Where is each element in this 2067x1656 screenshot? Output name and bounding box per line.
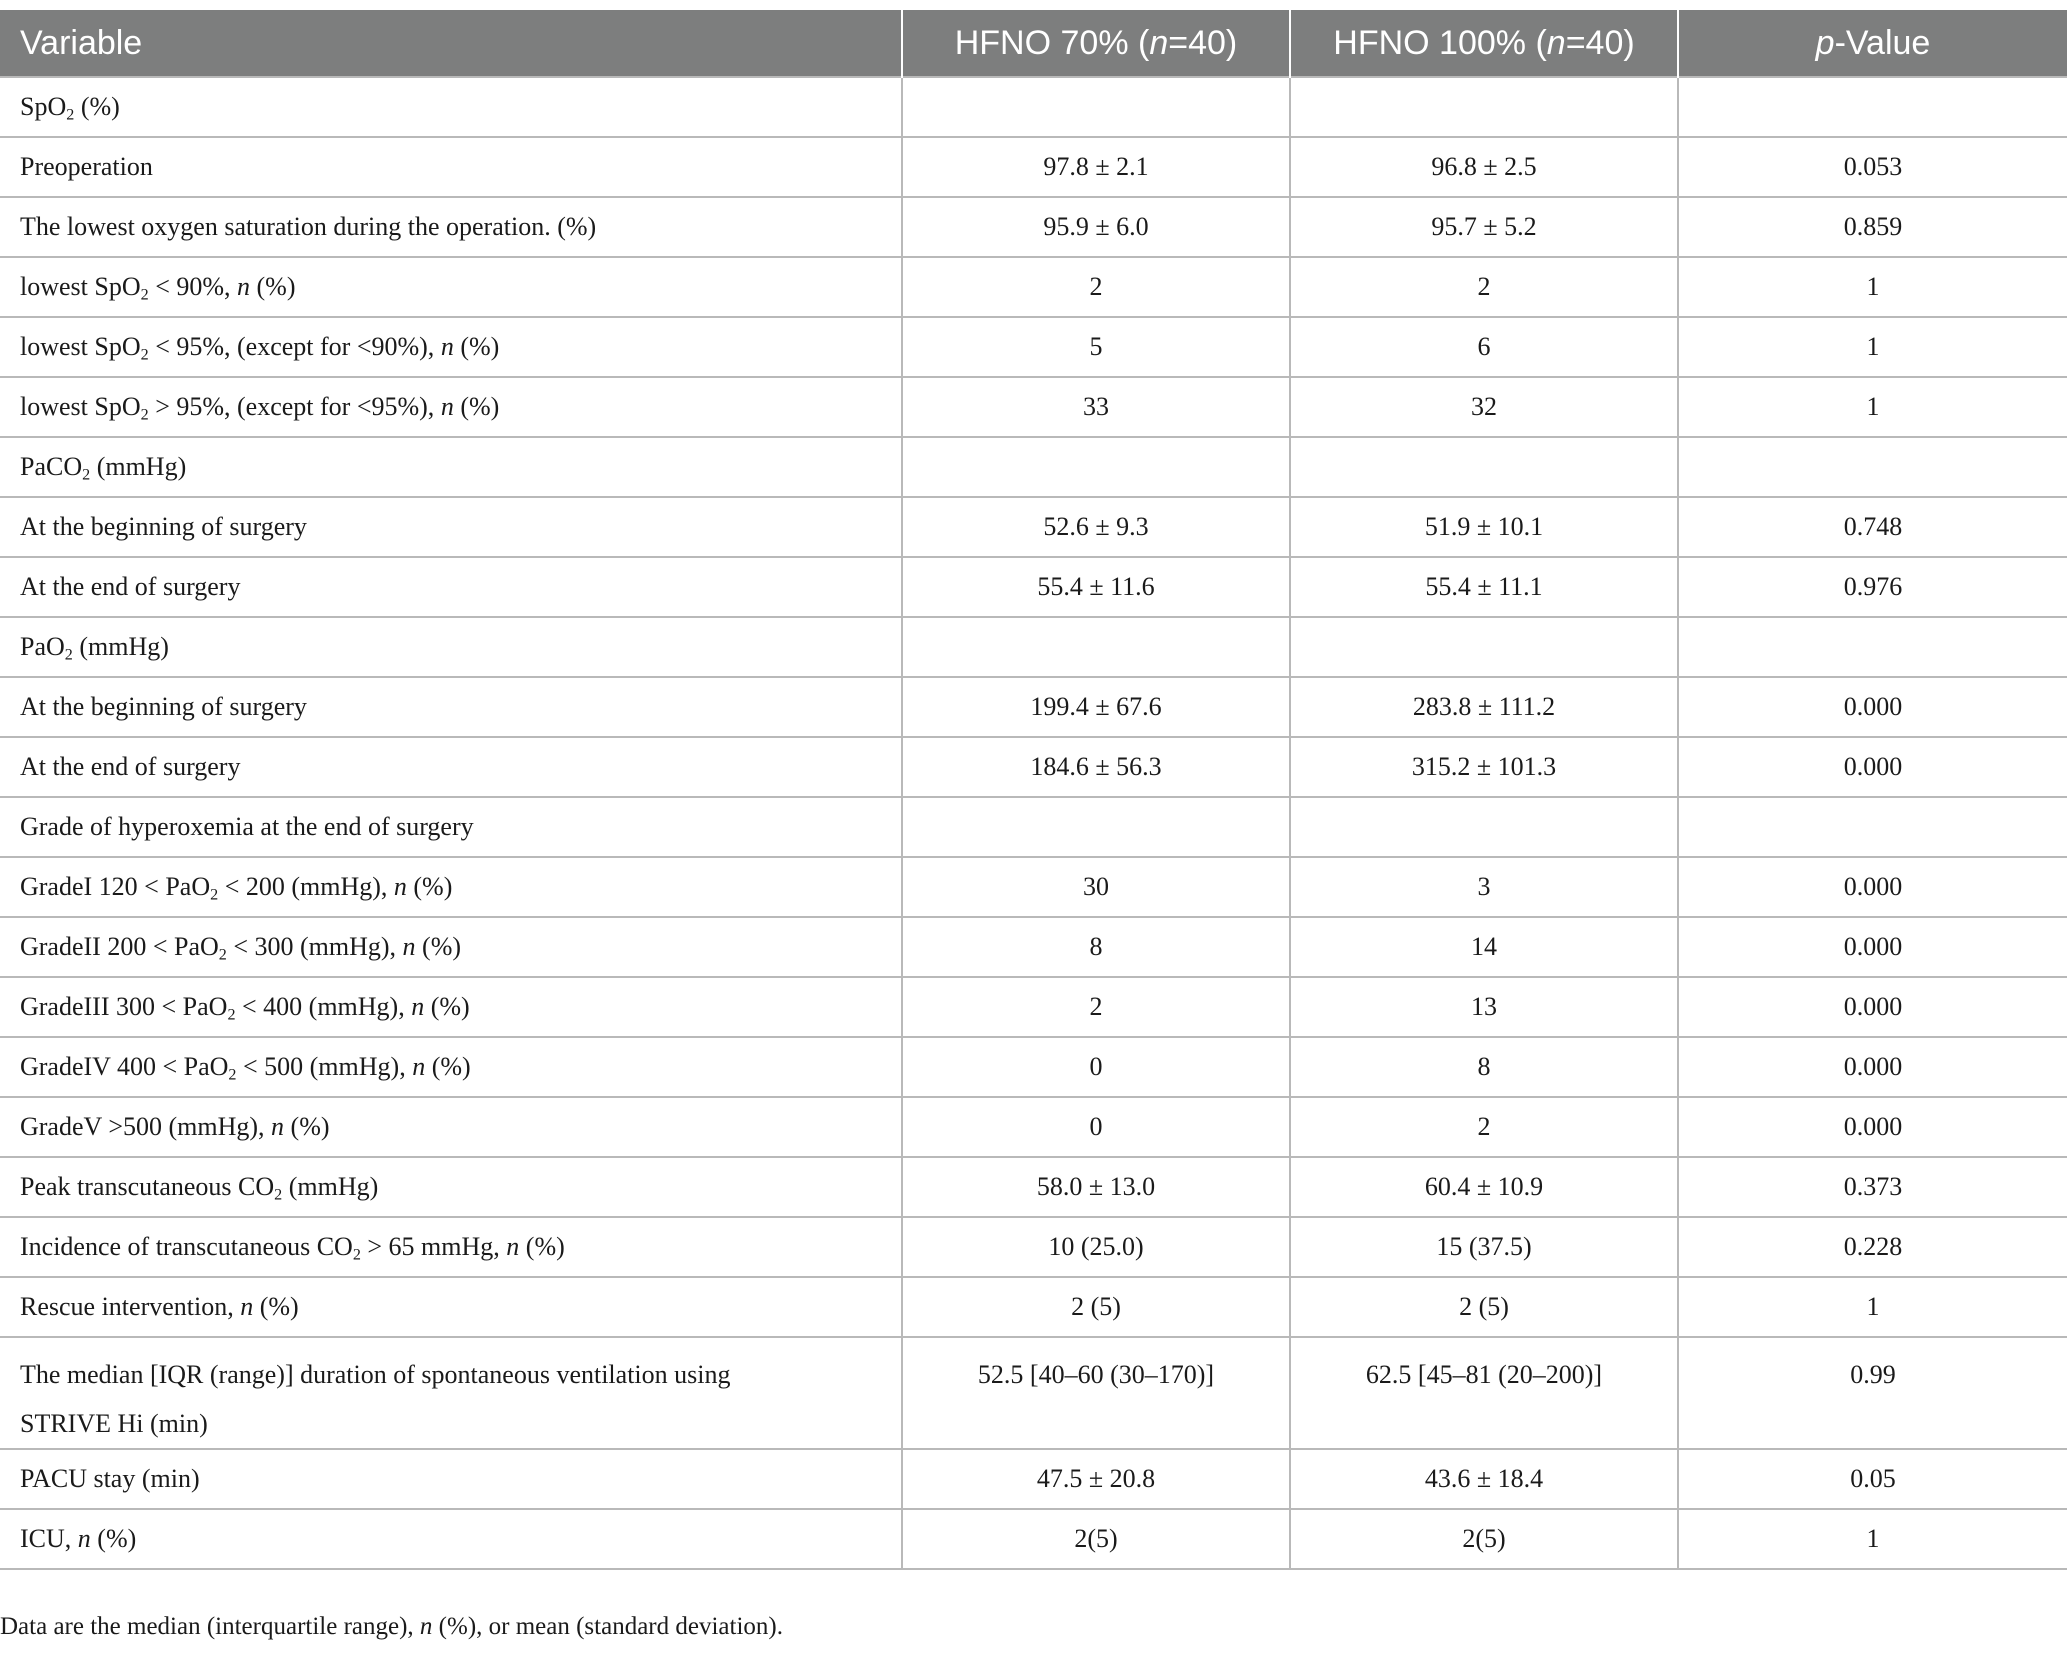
table-row bbox=[0, 737, 2067, 797]
table-row bbox=[0, 377, 2067, 437]
header-hfno-70: HFNO 70% (n=40) bbox=[902, 10, 1290, 77]
table-row bbox=[0, 497, 2067, 557]
value-hfno-70: 5 bbox=[902, 317, 1290, 377]
row-label: At the end of surgery bbox=[0, 557, 902, 617]
value-hfno-70: 52.6 ± 9.3 bbox=[902, 497, 1290, 557]
value-hfno-100: 2 (5) bbox=[1290, 1277, 1678, 1337]
value-hfno-70: 47.5 ± 20.8 bbox=[902, 1449, 1290, 1509]
value-hfno-100: 6 bbox=[1290, 317, 1678, 377]
value-hfno-70: 30 bbox=[902, 857, 1290, 917]
table-row bbox=[0, 137, 2067, 197]
p-value: 0.000 bbox=[1678, 677, 2067, 737]
value-hfno-70: 8 bbox=[902, 917, 1290, 977]
header-variable: Variable bbox=[0, 10, 902, 77]
table-row bbox=[0, 1037, 2067, 1097]
p-value: 0.99 bbox=[1678, 1337, 2067, 1449]
value-hfno-70: 0 bbox=[902, 1097, 1290, 1157]
p-value bbox=[1678, 617, 2067, 677]
p-value: 0.748 bbox=[1678, 497, 2067, 557]
row-label: At the end of surgery bbox=[0, 737, 902, 797]
row-label: GradeV >500 (mmHg), n (%) bbox=[0, 1097, 902, 1157]
p-value: 0.053 bbox=[1678, 137, 2067, 197]
row-label: SpO$_2$ (%) bbox=[0, 77, 902, 137]
header-p-value: p-Value bbox=[1678, 10, 2067, 77]
row-label: GradeIII 300 < PaO$_2$ < 400 (mmHg), n (%) bbox=[0, 977, 902, 1037]
table-row bbox=[0, 1217, 2067, 1277]
value-hfno-100: 51.9 ± 10.1 bbox=[1290, 497, 1678, 557]
row-label: Preoperation bbox=[0, 137, 902, 197]
p-value: 1 bbox=[1678, 317, 2067, 377]
value-hfno-70: 58.0 ± 13.0 bbox=[902, 1157, 1290, 1217]
p-value: 0.859 bbox=[1678, 197, 2067, 257]
value-hfno-70: 2 (5) bbox=[902, 1277, 1290, 1337]
p-value: 0.000 bbox=[1678, 917, 2067, 977]
row-label: lowest SpO$_2$ > 95%, (except for <95%), n (%) bbox=[0, 377, 902, 437]
table-footnote: Data are the median (interquartile range), n (%), or mean (standard deviation). bbox=[0, 1613, 783, 1640]
value-hfno-70: 55.4 ± 11.6 bbox=[902, 557, 1290, 617]
table-row bbox=[0, 677, 2067, 737]
value-hfno-100: 60.4 ± 10.9 bbox=[1290, 1157, 1678, 1217]
row-label: GradeIV 400 < PaO$_2$ < 500 (mmHg), n (%) bbox=[0, 1037, 902, 1097]
p-value: 1 bbox=[1678, 1509, 2067, 1569]
value-hfno-100 bbox=[1290, 617, 1678, 677]
value-hfno-100: 2 bbox=[1290, 1097, 1678, 1157]
row-label: PaCO$_2$ (mmHg) bbox=[0, 437, 902, 497]
row-label: ICU, n (%) bbox=[0, 1509, 902, 1569]
p-value: 0.000 bbox=[1678, 1097, 2067, 1157]
row-label: GradeI 120 < PaO$_2$ < 200 (mmHg), n (%) bbox=[0, 857, 902, 917]
value-hfno-70: 0 bbox=[902, 1037, 1290, 1097]
header-hfno-100: HFNO 100% (n=40) bbox=[1290, 10, 1678, 77]
value-hfno-70 bbox=[902, 797, 1290, 857]
table-row bbox=[0, 1337, 2067, 1449]
value-hfno-70 bbox=[902, 617, 1290, 677]
results-table-container bbox=[0, 10, 2067, 1570]
value-hfno-70: 2 bbox=[902, 257, 1290, 317]
table-row bbox=[0, 557, 2067, 617]
table-row bbox=[0, 797, 2067, 857]
p-value bbox=[1678, 437, 2067, 497]
row-label: Incidence of transcutaneous $CO_2 > 65$ mmHg, n (%) bbox=[0, 1217, 902, 1277]
p-value: 1 bbox=[1678, 257, 2067, 317]
table-row bbox=[0, 1449, 2067, 1509]
value-hfno-100: 32 bbox=[1290, 377, 1678, 437]
value-hfno-100: 96.8 ± 2.5 bbox=[1290, 137, 1678, 197]
value-hfno-100 bbox=[1290, 77, 1678, 137]
table-row bbox=[0, 197, 2067, 257]
table-row bbox=[0, 917, 2067, 977]
row-label: Rescue intervention, n (%) bbox=[0, 1277, 902, 1337]
row-label: lowest SpO$_2$ < 95%, (except for <90%), n (%) bbox=[0, 317, 902, 377]
p-value: 1 bbox=[1678, 1277, 2067, 1337]
p-value bbox=[1678, 77, 2067, 137]
value-hfno-70: 33 bbox=[902, 377, 1290, 437]
p-value: 0.976 bbox=[1678, 557, 2067, 617]
row-label: GradeII 200 < PaO$_2$ < 300 (mmHg), n (%) bbox=[0, 917, 902, 977]
table-row bbox=[0, 977, 2067, 1037]
row-label: The median [IQR (range)] duration of spontaneous ventilation using STRIVE Hi (min) bbox=[0, 1337, 902, 1449]
p-value bbox=[1678, 797, 2067, 857]
p-value: 0.05 bbox=[1678, 1449, 2067, 1509]
value-hfno-100 bbox=[1290, 437, 1678, 497]
row-label: PACU stay (min) bbox=[0, 1449, 902, 1509]
value-hfno-70 bbox=[902, 437, 1290, 497]
value-hfno-70: 97.8 ± 2.1 bbox=[902, 137, 1290, 197]
value-hfno-100: 62.5 [45–81 (20–200)] bbox=[1290, 1337, 1678, 1449]
value-hfno-70: 52.5 [40–60 (30–170)] bbox=[902, 1337, 1290, 1449]
value-hfno-100: 95.7 ± 5.2 bbox=[1290, 197, 1678, 257]
table-row bbox=[0, 1097, 2067, 1157]
row-label: Grade of hyperoxemia at the end of surgery bbox=[0, 797, 902, 857]
row-label: Peak transcutaneous $CO_2$ (mmHg) bbox=[0, 1157, 902, 1217]
table-row bbox=[0, 857, 2067, 917]
value-hfno-70: 10 (25.0) bbox=[902, 1217, 1290, 1277]
value-hfno-100: 2(5) bbox=[1290, 1509, 1678, 1569]
p-value: 0.000 bbox=[1678, 1037, 2067, 1097]
value-hfno-100 bbox=[1290, 797, 1678, 857]
row-label: At the beginning of surgery bbox=[0, 497, 902, 557]
table-row bbox=[0, 1277, 2067, 1337]
row-label: PaO$_2$ (mmHg) bbox=[0, 617, 902, 677]
value-hfno-70: 199.4 ± 67.6 bbox=[902, 677, 1290, 737]
p-value: 0.000 bbox=[1678, 977, 2067, 1037]
row-label: lowest SpO$_2$ < 90%, n (%) bbox=[0, 257, 902, 317]
table-row bbox=[0, 1157, 2067, 1217]
value-hfno-100: 13 bbox=[1290, 977, 1678, 1037]
value-hfno-100: 15 (37.5) bbox=[1290, 1217, 1678, 1277]
value-hfno-70: 184.6 ± 56.3 bbox=[902, 737, 1290, 797]
table-row bbox=[0, 437, 2067, 497]
row-label: The lowest oxygen saturation during the operation. (%) bbox=[0, 197, 902, 257]
value-hfno-70 bbox=[902, 77, 1290, 137]
table-row bbox=[0, 77, 2067, 137]
table-row bbox=[0, 317, 2067, 377]
table-row bbox=[0, 617, 2067, 677]
p-value: 0.000 bbox=[1678, 857, 2067, 917]
value-hfno-100: 283.8 ± 111.2 bbox=[1290, 677, 1678, 737]
value-hfno-100: 43.6 ± 18.4 bbox=[1290, 1449, 1678, 1509]
value-hfno-70: 95.9 ± 6.0 bbox=[902, 197, 1290, 257]
p-value: 0.373 bbox=[1678, 1157, 2067, 1217]
table-row bbox=[0, 1509, 2067, 1569]
results-table bbox=[0, 10, 2067, 1570]
value-hfno-100: 14 bbox=[1290, 917, 1678, 977]
p-value: 1 bbox=[1678, 377, 2067, 437]
p-value: 0.228 bbox=[1678, 1217, 2067, 1277]
value-hfno-100: 3 bbox=[1290, 857, 1678, 917]
value-hfno-100: 8 bbox=[1290, 1037, 1678, 1097]
value-hfno-70: 2(5) bbox=[902, 1509, 1290, 1569]
value-hfno-70: 2 bbox=[902, 977, 1290, 1037]
row-label: At the beginning of surgery bbox=[0, 677, 902, 737]
table-header-row bbox=[0, 10, 2067, 77]
value-hfno-100: 55.4 ± 11.1 bbox=[1290, 557, 1678, 617]
table-row bbox=[0, 257, 2067, 317]
value-hfno-100: 315.2 ± 101.3 bbox=[1290, 737, 1678, 797]
value-hfno-100: 2 bbox=[1290, 257, 1678, 317]
p-value: 0.000 bbox=[1678, 737, 2067, 797]
